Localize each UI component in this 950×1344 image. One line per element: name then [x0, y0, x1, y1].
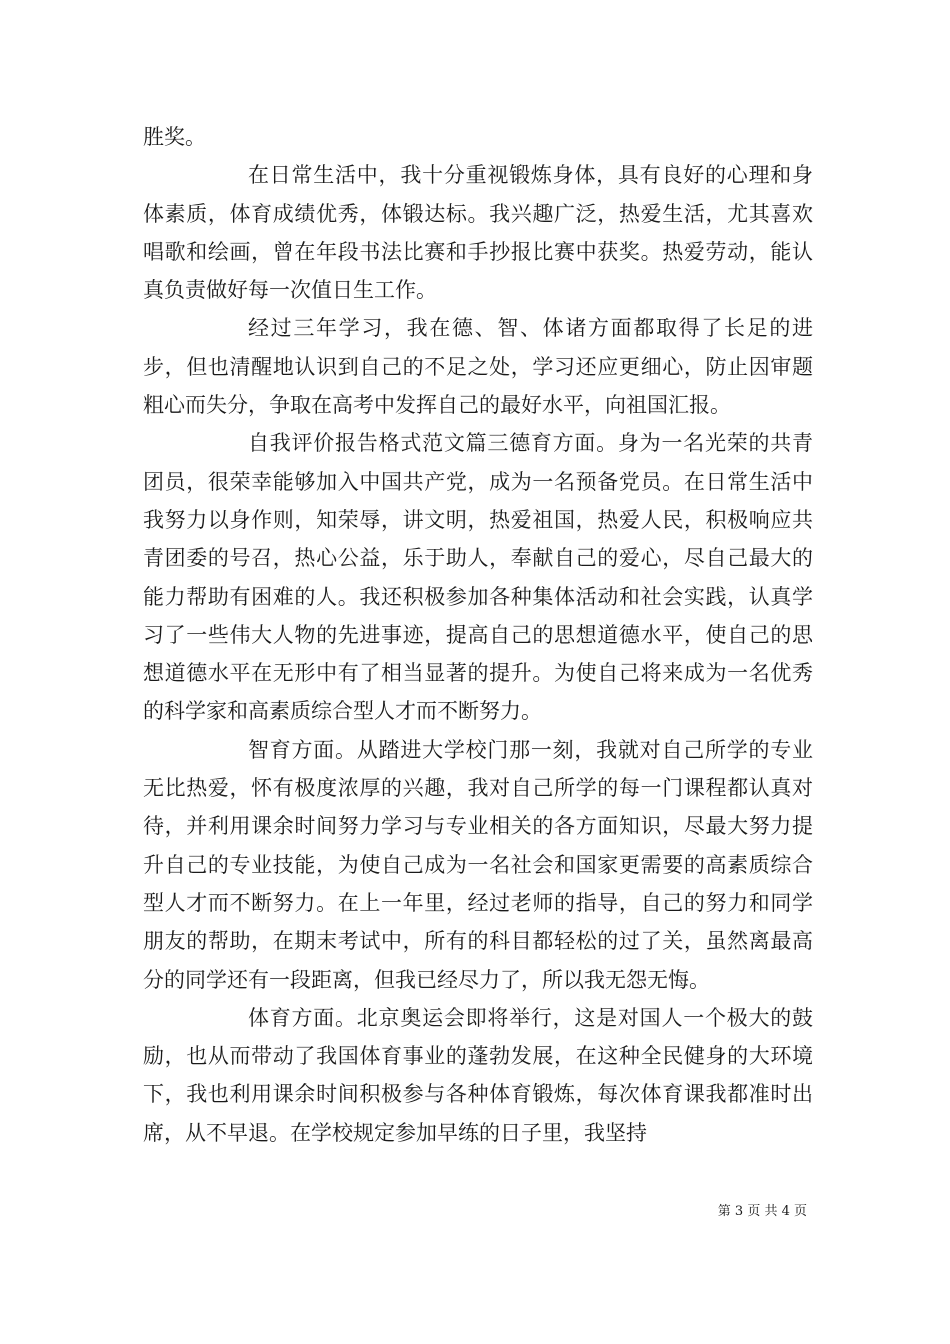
paragraph-continuation: 胜奖。 — [143, 125, 206, 149]
paragraph-intellectual-education: 智育方面。从踏进大学校门那一刻，我就对自己所学的专业无比热爱，怀有极度浓厚的兴趣，我对自己所学的每一门课程都认真对待，并利用课余时间努力学习与专业相关的各方面知识，尽最大努力提升自己的专业技能，为使自己成为一名社会和国家更需要的高素质综合型人才而不断努力。在上一年里，经过老师的指导，自己的努力和同学朋友的帮助，在期末考试中，所有的科目都轻松的过了关，虽然离最高分的同学还有一段距离，但我已经尽力了，所以我无怨无悔。 — [143, 737, 813, 992]
paragraph-moral-education: 自我评价报告格式范文篇三德育方面。身为一名光荣的共青团员，很荣幸能够加入中国共产党，成为一名预备党员。在日常生活中我努力以身作则，知荣辱，讲文明，热爱祖国，热爱人民，积极响应共青团委的号召，热心公益，乐于助人，奉献自己的爱心，尽自己最大的能力帮助有困难的人。我还积极参加各种集体活动和社会实践，认真学习了一些伟大人物的先进事迹，提高自己的思想道德水平，使自己的思想道德水平在无形中有了相当显著的提升。为使自己将来成为一名优秀的科学家和高素质综合型人才而不断努力。 — [143, 431, 813, 724]
document-body — [143, 118, 813, 1152]
paragraph-daily-life: 在日常生活中，我十分重视锻炼身体，具有良好的心理和身体素质，体育成绩优秀，体锻达标。我兴趣广泛，热爱生活，尤其喜欢唱歌和绘画，曾在年段书法比赛和手抄报比赛中获奖。热爱劳动，能认真负责做好每一次值日生工作。 — [143, 163, 813, 303]
paragraph-three-years-study: 经过三年学习，我在德、智、体诸方面都取得了长足的进步，但也清醒地认识到自己的不足之处，学习还应更细心，防止因审题粗心而失分，争取在高考中发挥自己的最好水平，向祖国汇报。 — [143, 316, 813, 418]
paragraph-physical-education: 体育方面。北京奥运会即将举行，这是对国人一个极大的鼓励，也从而带动了我国体育事业的蓬勃发展，在这种全民健身的大环境下，我也利用课余时间积极参与各种体育锻炼，每次体育课我都准时出席，从不早退。在学校规定参加早练的日子里，我坚持 — [143, 1005, 813, 1145]
page-number: 第 3 页 共 4 页 — [717, 1204, 807, 1219]
